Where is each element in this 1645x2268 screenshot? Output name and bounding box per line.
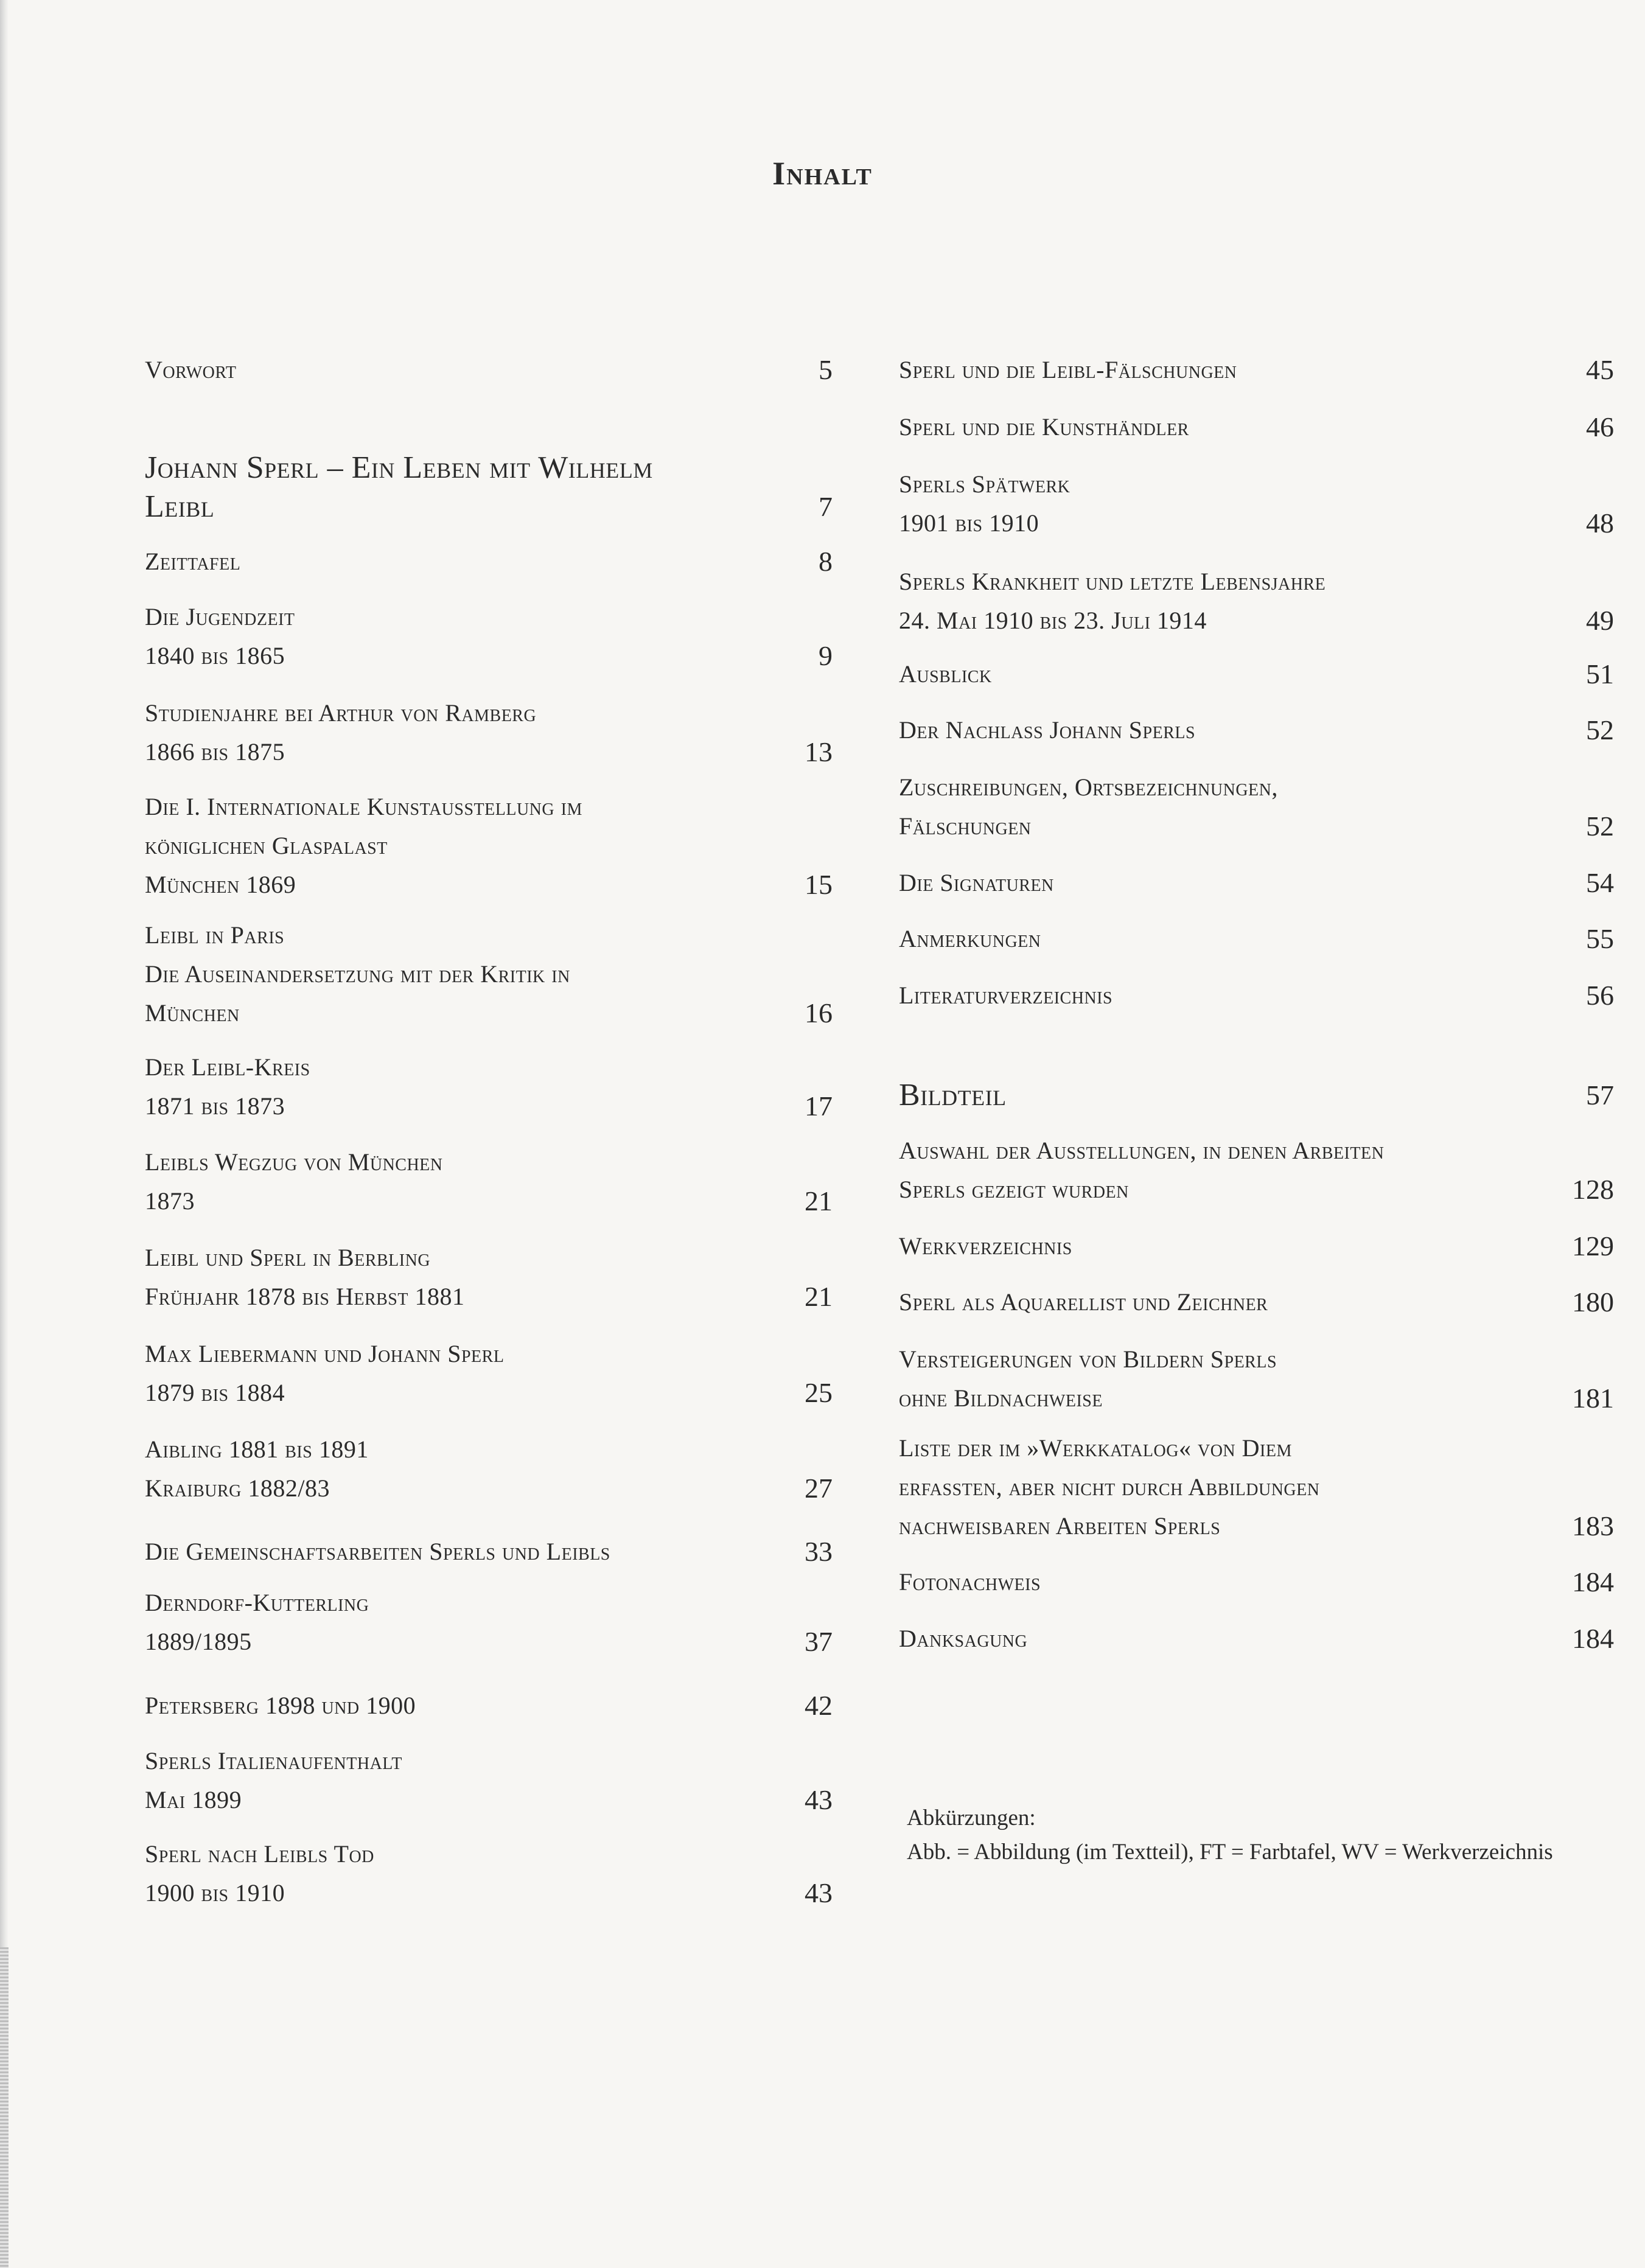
toc-entry (899, 655, 1614, 694)
toc-page-number: 21 (805, 1185, 833, 1216)
toc-entry-line: Versteigerungen von Bildern Sperls (899, 1345, 1277, 1373)
toc-entry-line: Sperls Spätwerk (899, 470, 1070, 498)
toc-entry (899, 408, 1614, 447)
toc-page-number: 15 (805, 869, 833, 900)
toc-page-number: 184 (1572, 1566, 1614, 1597)
toc-page-number: 33 (805, 1536, 833, 1567)
toc-entry (899, 1619, 1614, 1658)
toc-entry-line: Auswahl der Ausstellungen, in denen Arbeiten (899, 1137, 1385, 1164)
toc-entry-line: Die Gemeinschaftsarbeiten Sperls und Leibls (145, 1538, 610, 1565)
toc-entry-title (145, 694, 833, 772)
toc-page-number: 16 (805, 997, 833, 1028)
toc-entry (145, 1686, 833, 1725)
toc-entry-line: Bildteil (899, 1078, 1007, 1112)
toc-page-number: 45 (1586, 354, 1614, 385)
toc-entry (145, 1835, 833, 1913)
toc-page-number: 184 (1572, 1623, 1614, 1654)
toc-entry-line: Studienjahre bei Arthur von Ramberg (145, 699, 537, 727)
toc-entry (899, 1076, 1614, 1115)
toc-entry-line: 1900 bis 1910 (145, 1879, 285, 1907)
toc-page-number: 54 (1586, 867, 1614, 898)
toc-entry-title (899, 1429, 1614, 1546)
toc-entry (899, 1227, 1614, 1266)
toc-page-number: 48 (1586, 508, 1614, 539)
toc-page-number: 21 (805, 1281, 833, 1312)
toc-entry (145, 448, 833, 526)
toc-page-number: 52 (1586, 811, 1614, 842)
toc-entry-title (899, 408, 1614, 447)
toc-page-number: 49 (1586, 605, 1614, 636)
toc-entry-line: Die Auseinandersetzung mit der Kritik in (145, 960, 570, 988)
toc-entry (145, 1532, 833, 1571)
toc-entry (899, 465, 1614, 543)
toc-page-number: 25 (805, 1377, 833, 1408)
toc-entry (145, 1742, 833, 1820)
toc-entry (899, 976, 1614, 1015)
toc-entry-title (899, 655, 1614, 694)
toc-entry-line: Sperl als Aquarellist und Zeichner (899, 1288, 1268, 1316)
toc-entry-line: 1901 bis 1910 (899, 509, 1039, 537)
toc-entry-title (145, 1238, 833, 1316)
toc-entry-title (145, 916, 833, 1033)
toc-entry (145, 542, 833, 581)
toc-page-number: 183 (1572, 1510, 1614, 1541)
toc-entry-title (145, 1835, 833, 1913)
toc-page-number: 181 (1572, 1383, 1614, 1414)
toc-page-number: 17 (805, 1090, 833, 1122)
toc-entry (145, 916, 833, 1033)
toc-page-number: 37 (805, 1626, 833, 1657)
toc-entry-title (145, 1532, 833, 1571)
toc-page-number: 56 (1586, 980, 1614, 1011)
toc-entry-line: Fälschungen (899, 812, 1032, 840)
page-title: Inhalt (772, 155, 873, 192)
toc-page-number: 128 (1572, 1174, 1614, 1205)
toc-entry-line: Leibl und Sperl in Berbling (145, 1244, 431, 1271)
toc-page-number: 13 (805, 736, 833, 767)
toc-entry-line: Zuschreibungen, Ortsbezeichnungen, (899, 773, 1278, 801)
toc-entry-line: Leibl (145, 489, 215, 524)
toc-page-number: 52 (1586, 714, 1614, 745)
toc-page-number: 180 (1572, 1286, 1614, 1317)
toc-entry-line: Max Liebermann und Johann Sperl (145, 1340, 505, 1367)
toc-entry-line: Sperls Krankheit und letzte Lebensjahre (899, 568, 1326, 595)
toc-entry-line: Derndorf-Kutterling (145, 1589, 369, 1616)
toc-entry-line: 1889/1895 (145, 1628, 252, 1655)
toc-entry-title (145, 1048, 833, 1126)
toc-page-number: 9 (819, 640, 833, 671)
toc-entry-line: Sperls Italienaufenthalt (145, 1747, 402, 1774)
toc-page-number: 57 (1586, 1080, 1614, 1111)
toc-entry-line: Der Nachlass Johann Sperls (899, 716, 1196, 744)
toc-entry-title (145, 351, 833, 389)
toc-page-number: 43 (805, 1877, 833, 1908)
toc-entry (899, 351, 1614, 389)
page-edge (0, 0, 9, 2268)
toc-entry-line: Werkverzeichnis (899, 1232, 1072, 1260)
toc-entry (145, 598, 833, 675)
toc-entry-line: Sperl und die Leibl-Fälschungen (899, 356, 1237, 383)
toc-entry-title (899, 711, 1614, 750)
toc-entry-line: 1871 bis 1873 (145, 1092, 285, 1120)
toc-entry (145, 787, 833, 904)
toc-entry-line: ohne Bildnachweise (899, 1384, 1103, 1412)
toc-entry-line: Die Jugendzeit (145, 603, 295, 630)
toc-entry-line: Johann Sperl – Ein Leben mit Wilhelm (145, 450, 653, 485)
toc-entry (145, 1430, 833, 1508)
toc-entry-line: 1866 bis 1875 (145, 738, 285, 766)
toc-entry (899, 1340, 1614, 1418)
toc-entry-title (899, 976, 1614, 1015)
toc-entry-title (899, 351, 1614, 389)
toc-entry-title (145, 542, 833, 581)
toc-entry-title (899, 1227, 1614, 1266)
toc-page-number: 5 (819, 354, 833, 385)
toc-entry (899, 562, 1614, 640)
toc-entry-line: Kraiburg 1882/83 (145, 1474, 330, 1502)
toc-entry-title (145, 1686, 833, 1725)
toc-entry (145, 351, 833, 389)
toc-entry (899, 1563, 1614, 1602)
toc-entry (899, 919, 1614, 958)
toc-entry-title (145, 1143, 833, 1221)
toc-entry (899, 1429, 1614, 1546)
toc-entry (145, 694, 833, 772)
toc-entry-line: königlichen Glaspalast (145, 832, 388, 859)
toc-entry-title (899, 768, 1614, 846)
toc-page-number: 43 (805, 1784, 833, 1815)
toc-page-number: 42 (805, 1690, 833, 1721)
toc-entry-title (145, 1430, 833, 1508)
toc-entry-title (899, 465, 1614, 543)
toc-entry (899, 1283, 1614, 1322)
toc-entry (145, 1143, 833, 1221)
toc-page-number: 129 (1572, 1230, 1614, 1261)
toc-page-number: 8 (819, 546, 833, 577)
toc-entry-title (145, 1583, 833, 1661)
toc-entry-title (145, 1742, 833, 1820)
toc-entry (899, 768, 1614, 846)
toc-entry-line: Frühjahr 1878 bis Herbst 1881 (145, 1283, 465, 1310)
toc-entry-line: Vorwort (145, 356, 237, 383)
toc-entry-line: Anmerkungen (899, 925, 1041, 952)
toc-entry-title (899, 1131, 1614, 1209)
toc-entry (899, 711, 1614, 750)
toc-entry-line: Leibls Wegzug von München (145, 1148, 443, 1176)
toc-page-number: 55 (1586, 923, 1614, 954)
toc-entry-line: Sperl nach Leibls Tod (145, 1840, 374, 1868)
toc-entry-line: München 1869 (145, 871, 296, 898)
toc-entry-line: Die Signaturen (899, 869, 1054, 896)
toc-entry-line: Sperls gezeigt wurden (899, 1176, 1129, 1203)
toc-entry-title (899, 864, 1614, 902)
toc-entry-line: Literaturverzeichnis (899, 982, 1113, 1009)
toc-page-number: 51 (1586, 658, 1614, 689)
toc-entry-line: Aibling 1881 bis 1891 (145, 1436, 369, 1463)
toc-entry-title (899, 1340, 1614, 1418)
toc-entry-line: Ausblick (899, 660, 992, 688)
toc-entry (145, 1238, 833, 1316)
toc-page-number: 46 (1586, 411, 1614, 442)
toc-entry-line: 1873 (145, 1187, 195, 1215)
toc-entry-line: nachweisbaren Arbeiten Sperls (899, 1512, 1221, 1540)
toc-entry-title (145, 448, 833, 526)
toc-entry-line: Petersberg 1898 und 1900 (145, 1692, 416, 1719)
toc-page-number: 7 (819, 491, 833, 522)
toc-entry (899, 864, 1614, 902)
toc-entry-line: Leibl in Paris (145, 921, 285, 949)
toc-entry (145, 1583, 833, 1661)
toc-entry-line: Zeittafel (145, 548, 241, 575)
toc-entry-line: München (145, 999, 240, 1027)
toc-entry-line: Mai 1899 (145, 1786, 242, 1813)
toc-entry-title (899, 1283, 1614, 1322)
toc-entry-line: Danksagung (899, 1625, 1028, 1652)
toc-entry-title (899, 1076, 1614, 1115)
toc-entry (899, 1131, 1614, 1209)
toc-entry-line: Der Leibl-Kreis (145, 1053, 310, 1081)
abbreviations-text: Abb. = Abbildung (im Textteil), FT = Farbtafel, WV = Werkverzeichnis (907, 1840, 1553, 1865)
toc-entry (145, 1335, 833, 1412)
toc-entry-title (899, 1619, 1614, 1658)
toc-entry-title (145, 787, 833, 904)
toc-entry-line: Sperl und die Kunsthändler (899, 413, 1189, 441)
toc-entry-title (145, 598, 833, 675)
toc-entry-line: erfassten, aber nicht durch Abbildungen (899, 1473, 1320, 1501)
toc-entry-line: 24. Mai 1910 bis 23. Juli 1914 (899, 607, 1207, 634)
toc-entry-line: 1840 bis 1865 (145, 642, 285, 669)
abbreviations-heading: Abkürzungen: (907, 1806, 1036, 1830)
toc-entry-line: Die I. Internationale Kunstausstellung im (145, 793, 582, 820)
toc-page-number: 27 (805, 1473, 833, 1504)
toc-entry-title (899, 1563, 1614, 1602)
toc-entry-line: Liste der im »Werkkatalog« von Diem (899, 1434, 1292, 1462)
toc-entry (145, 1048, 833, 1126)
toc-entry-line: Fotonachweis (899, 1568, 1041, 1596)
toc-entry-title (145, 1335, 833, 1412)
abbreviations-note (907, 1801, 1619, 1869)
toc-entry-title (899, 562, 1614, 640)
toc-entry-line: 1879 bis 1884 (145, 1379, 285, 1406)
toc-entry-title (899, 919, 1614, 958)
